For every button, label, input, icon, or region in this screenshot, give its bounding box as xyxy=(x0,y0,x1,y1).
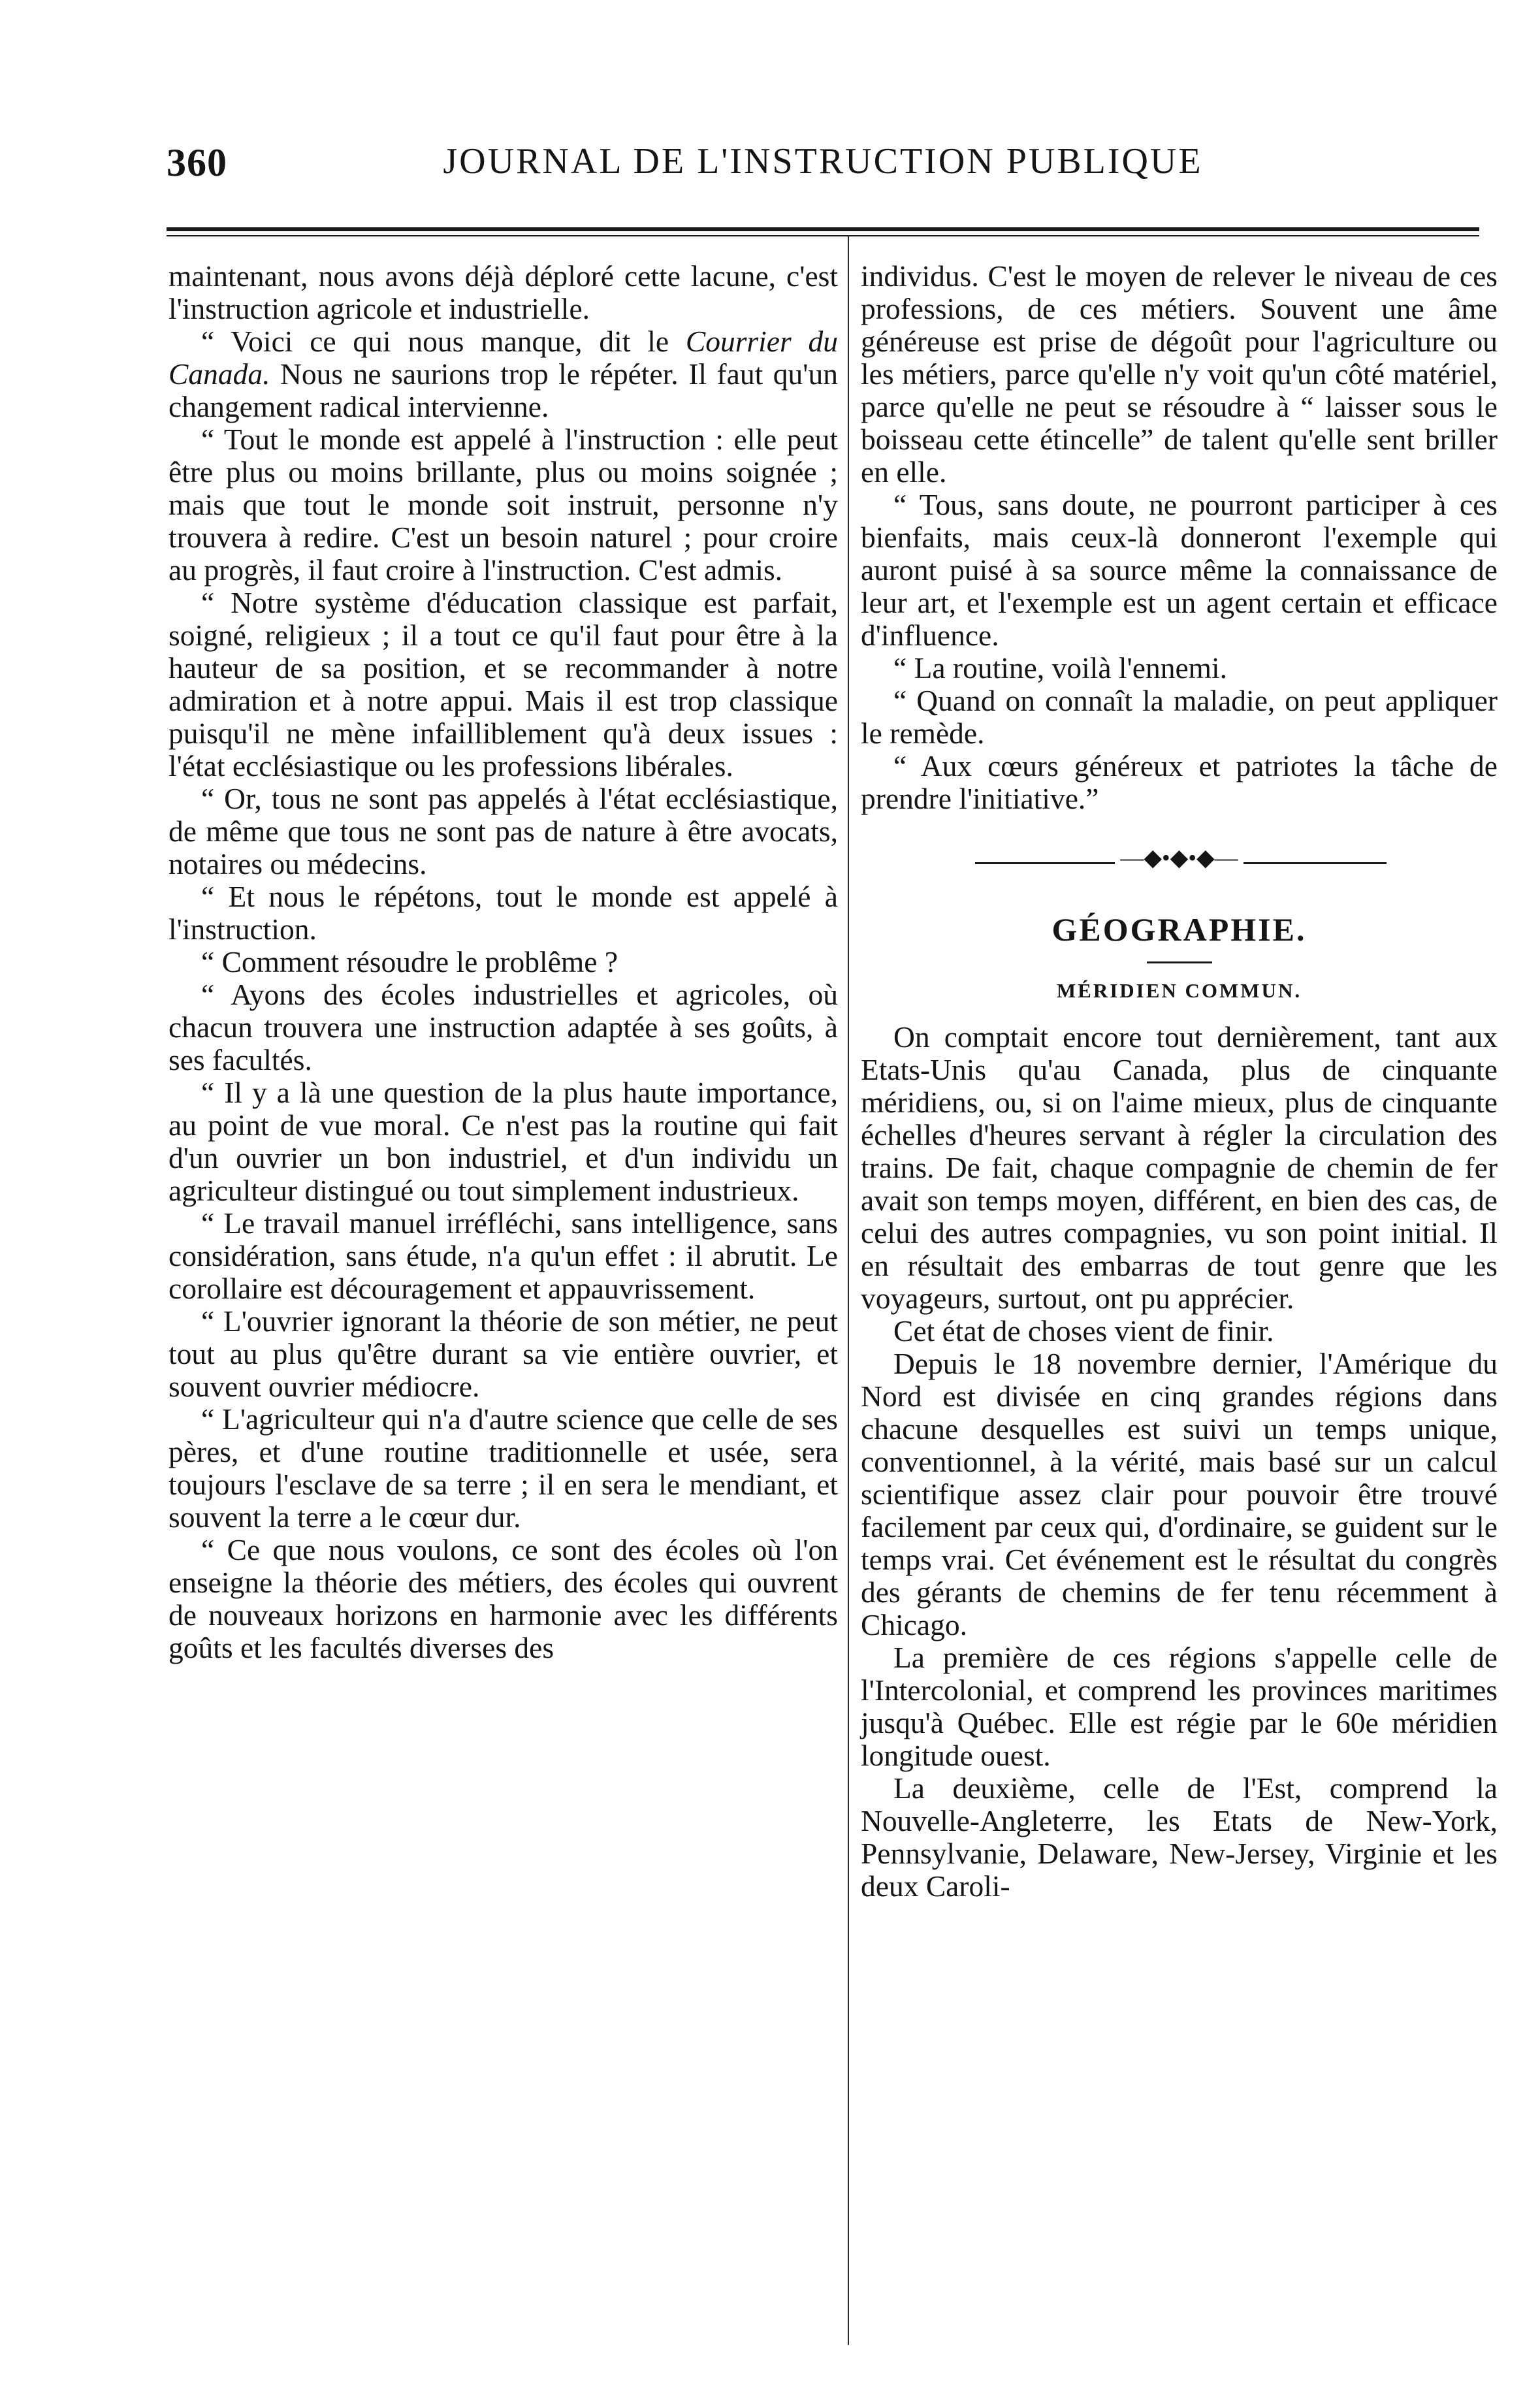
paragraph: “ Tout le monde est appelé à l'instruction : elle peut être plus ou moins brillante, plus ou moins soignée ; mais que tout le monde soit instruit, personne n'y trouvera à redire. C'est un besoin naturel ; pour croire au progrès, il faut croire à l'instruction. C'est admis. xyxy=(168,423,838,587)
paragraph: “ Tous, sans doute, ne pourront participer à ces bienfaits, mais ceux-là donneront l'exemple qui auront puisé à sa source même la connaissance de leur art, et l'exemple est un agent certain et efficace d'influence. xyxy=(861,488,1498,652)
header-rule-thick xyxy=(167,227,1479,231)
paragraph: On comptait encore tout dernièrement, tant aux Etats-Unis qu'au Canada, plus de cinquante méridiens, ou, si on l'aime mieux, plus de cinquante échelles d'heures servant à régler la circulation des trains. De fait, chaque compagnie de chemin de fer avait son temps moyen, différent, en bien des cas, de celui des autres compagnies, vu son point initial. Il en résultait des embarras de tout genre que les voyageurs, surtout, ont pu apprécier. xyxy=(861,1020,1498,1315)
paragraph-text: Nous ne saurions trop le répéter. Il faut qu'un changement radical intervienne. xyxy=(168,357,838,423)
paragraph: “ L'agriculteur qui n'a d'autre science que celle de ses pères, et d'une routine traditionnelle et usée, sera toujours l'esclave de sa terre ; il en sera le mendiant, et souvent la terre a le cœur dur. xyxy=(168,1402,838,1534)
page-header xyxy=(167,140,1479,193)
paragraph: “ Comment résoudre le problême ? xyxy=(201,945,618,978)
paragraph: “ Il y a là une question de la plus haute importance, au point de vue moral. Ce n'est pas la routine qui fait d'un ouvrier un bon industriel, et d'un individu un agriculteur distingué ou tout simplement industrieux. xyxy=(168,1076,838,1207)
paragraph: “ L'ouvrier ignorant la théorie de son métier, ne peut tout au plus qu'être durant sa vie entière ouvrier, et souvent ouvrier médiocre. xyxy=(168,1304,838,1403)
paragraph: “ Ce que nous voulons, ce sont des écoles où l'on enseigne la théorie des métiers, des écoles qui ouvrent de nouveaux horizons en harmonie avec les différents goûts et les facultés diverses des xyxy=(168,1533,838,1664)
paragraph: “ Le travail manuel irréfléchi, sans intelligence, sans considération, sans étude, n'a qu'un effet : il abrutit. Le corollaire est découragement et appauvrissement. xyxy=(168,1206,838,1305)
subsection-title: MÉRIDIEN COMMUN. xyxy=(1056,979,1302,1002)
paragraph: Cet état de choses vient de finir. xyxy=(893,1314,1274,1347)
page-number: 360 xyxy=(167,141,227,184)
section-ornament xyxy=(861,845,1498,873)
right-column xyxy=(861,260,1498,1903)
section-title-underline xyxy=(1147,961,1212,963)
section-title: GÉOGRAPHIE. xyxy=(1051,911,1307,948)
paragraph: Depuis le 18 novembre dernier, l'Amérique du Nord est divisée en cinq grandes régions dans chacune desquelles est suivi un temps unique, conventionnel, à la vérité, mais basé sur un calcul scientifique assez clair pour pouvoir être trouvé facilement par ceux qui, d'ordinaire, se guident sur le temps vrai. Cet événement est le résultat du congrès des gérants de chemins de fer tenu récemment à Chicago. xyxy=(861,1347,1498,1641)
paragraph: La deuxième, celle de l'Est, comprend la Nouvelle-Angleterre, les Etats de New-York, Pennsylvanie, Delaware, New-Jersey, Virginie et les deux Caroli- xyxy=(861,1771,1498,1903)
paragraph: “ La routine, voilà l'ennemi. xyxy=(893,651,1228,685)
paragraph-text: “ Voici ce qui nous manque, dit le xyxy=(201,325,686,358)
paragraph: individus. C'est le moyen de relever le niveau de ces professions, de ces métiers. Souvent une âme généreuse est prise de dégoût pour l'agriculture ou les métiers, parce qu'elle n'y voit qu'un côté matériel, parce qu'elle ne peut se résoudre à “ laisser sous le boisseau cette étincelle” de talent qu'elle sent briller en elle. xyxy=(861,259,1498,489)
left-column xyxy=(168,260,838,1664)
paragraph: “ Ayons des écoles industrielles et agricoles, où chacun trouvera une instruction adaptée à ses goûts, à ses facultés. xyxy=(168,978,838,1076)
paragraph: “ Or, tous ne sont pas appelés à l'état ecclésiastique, de même que tous ne sont pas de nature à être avocats, notaires ou médecins. xyxy=(168,782,838,880)
paragraph: maintenant, nous avons déjà déploré cette lacune, c'est l'instruction agricole et industrielle. xyxy=(168,259,838,325)
ornament-glyphs: —◆•◆•◆— xyxy=(1115,845,1243,871)
paragraph: La première de ces régions s'appelle celle de l'Intercolonial, et comprend les provinces maritimes jusqu'à Québec. Elle est régie par le 60e méridien longitude ouest. xyxy=(861,1641,1498,1772)
running-title: JOURNAL DE L'INSTRUCTION PUBLIQUE xyxy=(443,141,1203,182)
paragraph: “ Quand on connaît la maladie, on peut appliquer le remède. xyxy=(861,684,1498,750)
header-rule-thin xyxy=(167,235,1479,236)
paragraph: “ Et nous le répétons, tout le monde est appelé à l'instruction. xyxy=(168,880,838,946)
paragraph: “ Aux cœurs généreux et patriotes la tâche de prendre l'initiative.” xyxy=(861,749,1498,815)
column-divider xyxy=(848,235,849,2345)
paragraph xyxy=(168,325,838,423)
newspaper-title: Courrier du Canada. xyxy=(168,325,838,391)
paragraph: “ Notre système d'éducation classique est parfait, soigné, religieux ; il a tout ce qu'il faut pour être à la hauteur de sa position, et se recommander à notre admiration et à notre appui. Mais il est trop classique puisqu'il ne mène infailliblement qu'à deux issues : l'état ecclésiastique ou les professions libérales. xyxy=(168,586,838,783)
